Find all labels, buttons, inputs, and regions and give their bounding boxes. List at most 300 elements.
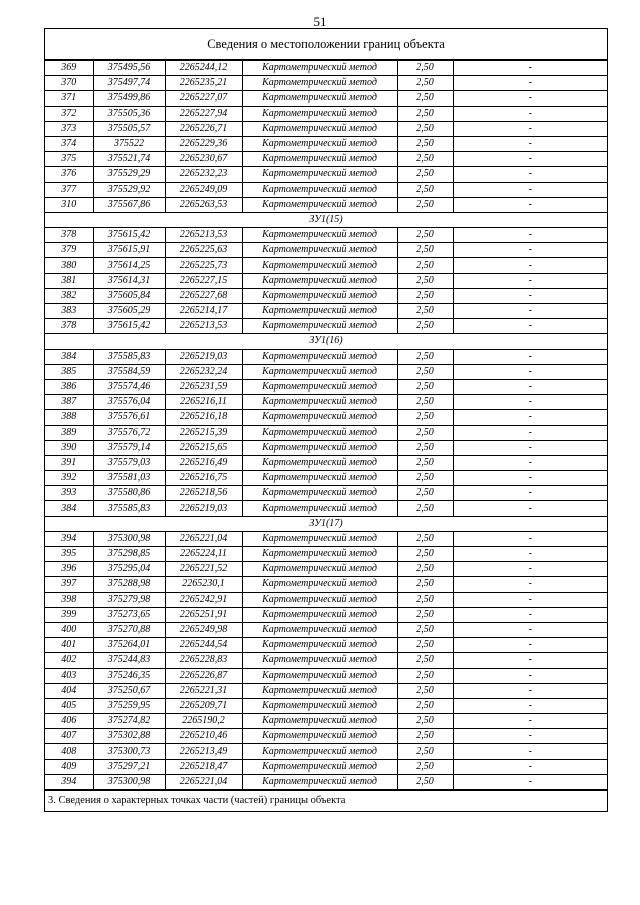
x-coordinate-cell: 375259,95 — [93, 698, 165, 713]
table-row — [45, 319, 607, 334]
method-cell: Картометрический метод — [242, 121, 397, 136]
table-row — [45, 61, 607, 76]
y-coordinate-cell: 2265218,56 — [165, 486, 242, 501]
precision-cell: 2,50 — [397, 395, 453, 410]
precision-cell: 2,50 — [397, 714, 453, 729]
description-cell: - — [453, 774, 607, 789]
section-label: ЗУ1(15) — [45, 212, 607, 227]
y-coordinate-cell: 2265249,98 — [165, 622, 242, 637]
point-number-cell: 382 — [45, 288, 93, 303]
point-number-cell: 409 — [45, 759, 93, 774]
description-cell: - — [453, 486, 607, 501]
point-number-cell: 388 — [45, 410, 93, 425]
precision-cell: 2,50 — [397, 136, 453, 151]
section-label: ЗУ1(16) — [45, 334, 607, 349]
method-cell: Картометрический метод — [242, 531, 397, 546]
table-row — [45, 121, 607, 136]
point-number-cell: 406 — [45, 714, 93, 729]
precision-cell: 2,50 — [397, 638, 453, 653]
point-number-cell: 401 — [45, 638, 93, 653]
method-cell: Картометрический метод — [242, 364, 397, 379]
table-row — [45, 698, 607, 713]
table-row — [45, 288, 607, 303]
y-coordinate-cell: 2265209,71 — [165, 698, 242, 713]
description-cell: - — [453, 471, 607, 486]
table-row — [45, 622, 607, 637]
point-number-cell: 394 — [45, 531, 93, 546]
x-coordinate-cell: 375298,85 — [93, 547, 165, 562]
description-cell: - — [453, 698, 607, 713]
description-cell: - — [453, 106, 607, 121]
table-row — [45, 774, 607, 789]
description-cell: - — [453, 349, 607, 364]
table-row — [45, 425, 607, 440]
description-cell: - — [453, 759, 607, 774]
point-number-cell: 403 — [45, 668, 93, 683]
table-row — [45, 379, 607, 394]
table-row — [45, 273, 607, 288]
point-number-cell: 387 — [45, 395, 93, 410]
y-coordinate-cell: 2265216,11 — [165, 395, 242, 410]
description-cell: - — [453, 288, 607, 303]
description-cell: - — [453, 531, 607, 546]
description-cell: - — [453, 455, 607, 470]
method-cell: Картометрический метод — [242, 319, 397, 334]
x-coordinate-cell: 375497,74 — [93, 76, 165, 91]
precision-cell: 2,50 — [397, 425, 453, 440]
method-cell: Картометрический метод — [242, 182, 397, 197]
precision-cell: 2,50 — [397, 592, 453, 607]
description-cell: - — [453, 136, 607, 151]
y-coordinate-cell: 2265232,23 — [165, 167, 242, 182]
x-coordinate-cell: 375270,88 — [93, 622, 165, 637]
x-coordinate-cell: 375574,46 — [93, 379, 165, 394]
precision-cell: 2,50 — [397, 410, 453, 425]
table-row — [45, 197, 607, 212]
x-coordinate-cell: 375495,56 — [93, 61, 165, 76]
y-coordinate-cell: 2265244,54 — [165, 638, 242, 653]
table-row — [45, 76, 607, 91]
y-coordinate-cell: 2265226,71 — [165, 121, 242, 136]
precision-cell: 2,50 — [397, 622, 453, 637]
point-number-cell: 369 — [45, 61, 93, 76]
precision-cell: 2,50 — [397, 744, 453, 759]
y-coordinate-cell: 2265221,31 — [165, 683, 242, 698]
description-cell: - — [453, 228, 607, 243]
point-number-cell: 380 — [45, 258, 93, 273]
description-cell: - — [453, 714, 607, 729]
y-coordinate-cell: 2265221,52 — [165, 562, 242, 577]
point-number-cell: 391 — [45, 455, 93, 470]
point-number-cell: 310 — [45, 197, 93, 212]
y-coordinate-cell: 2265221,04 — [165, 531, 242, 546]
x-coordinate-cell: 375581,03 — [93, 471, 165, 486]
description-cell: - — [453, 592, 607, 607]
x-coordinate-cell: 375614,31 — [93, 273, 165, 288]
table-row — [45, 501, 607, 516]
point-number-cell: 379 — [45, 243, 93, 258]
y-coordinate-cell: 2265216,75 — [165, 471, 242, 486]
point-number-cell: 378 — [45, 228, 93, 243]
y-coordinate-cell: 2265221,04 — [165, 774, 242, 789]
y-coordinate-cell: 2265251,91 — [165, 607, 242, 622]
y-coordinate-cell: 2265231,59 — [165, 379, 242, 394]
point-number-cell: 377 — [45, 182, 93, 197]
method-cell: Картометрический метод — [242, 379, 397, 394]
method-cell: Картометрический метод — [242, 638, 397, 653]
table-header-title: Сведения о местоположении границ объекта — [45, 29, 607, 60]
method-cell: Картометрический метод — [242, 288, 397, 303]
point-number-cell: 384 — [45, 501, 93, 516]
point-number-cell: 402 — [45, 653, 93, 668]
description-cell: - — [453, 440, 607, 455]
method-cell: Картометрический метод — [242, 774, 397, 789]
table-row — [45, 562, 607, 577]
precision-cell: 2,50 — [397, 486, 453, 501]
precision-cell: 2,50 — [397, 61, 453, 76]
x-coordinate-cell: 375579,03 — [93, 455, 165, 470]
x-coordinate-cell: 375279,98 — [93, 592, 165, 607]
y-coordinate-cell: 2265215,65 — [165, 440, 242, 455]
x-coordinate-cell: 375288,98 — [93, 577, 165, 592]
point-number-cell: 400 — [45, 622, 93, 637]
x-coordinate-cell: 375522 — [93, 136, 165, 151]
point-number-cell: 395 — [45, 547, 93, 562]
table-row — [45, 607, 607, 622]
x-coordinate-cell: 375579,14 — [93, 440, 165, 455]
precision-cell: 2,50 — [397, 668, 453, 683]
method-cell: Картометрический метод — [242, 425, 397, 440]
x-coordinate-cell: 375614,25 — [93, 258, 165, 273]
x-coordinate-cell: 375615,42 — [93, 228, 165, 243]
y-coordinate-cell: 2265232,24 — [165, 364, 242, 379]
table-row — [45, 440, 607, 455]
description-cell: - — [453, 547, 607, 562]
x-coordinate-cell: 375605,84 — [93, 288, 165, 303]
x-coordinate-cell: 375521,74 — [93, 152, 165, 167]
method-cell: Картометрический метод — [242, 622, 397, 637]
page-number: 51 — [313, 14, 327, 29]
method-cell: Картометрический метод — [242, 136, 397, 151]
precision-cell: 2,50 — [397, 729, 453, 744]
point-number-cell: 375 — [45, 152, 93, 167]
table-row — [45, 759, 607, 774]
method-cell: Картометрический метод — [242, 714, 397, 729]
method-cell: Картометрический метод — [242, 653, 397, 668]
method-cell: Картометрический метод — [242, 577, 397, 592]
x-coordinate-cell: 375585,83 — [93, 349, 165, 364]
table-row — [45, 592, 607, 607]
method-cell: Картометрический метод — [242, 61, 397, 76]
x-coordinate-cell: 375567,86 — [93, 197, 165, 212]
precision-cell: 2,50 — [397, 182, 453, 197]
method-cell: Картометрический метод — [242, 547, 397, 562]
x-coordinate-cell: 375250,67 — [93, 683, 165, 698]
point-number-cell: 374 — [45, 136, 93, 151]
y-coordinate-cell: 2265210,46 — [165, 729, 242, 744]
description-cell: - — [453, 243, 607, 258]
precision-cell: 2,50 — [397, 364, 453, 379]
precision-cell: 2,50 — [397, 76, 453, 91]
x-coordinate-cell: 375576,04 — [93, 395, 165, 410]
precision-cell: 2,50 — [397, 304, 453, 319]
method-cell: Картометрический метод — [242, 486, 397, 501]
x-coordinate-cell: 375302,88 — [93, 729, 165, 744]
description-cell: - — [453, 258, 607, 273]
y-coordinate-cell: 2265242,91 — [165, 592, 242, 607]
point-number-cell: 392 — [45, 471, 93, 486]
point-number-cell: 396 — [45, 562, 93, 577]
precision-cell: 2,50 — [397, 243, 453, 258]
y-coordinate-cell: 2265219,03 — [165, 349, 242, 364]
y-coordinate-cell: 2265226,87 — [165, 668, 242, 683]
y-coordinate-cell: 2265215,39 — [165, 425, 242, 440]
description-cell: - — [453, 273, 607, 288]
y-coordinate-cell: 2265190,2 — [165, 714, 242, 729]
method-cell: Картометрический метод — [242, 683, 397, 698]
description-cell: - — [453, 319, 607, 334]
point-number-cell: 389 — [45, 425, 93, 440]
y-coordinate-cell: 2265218,47 — [165, 759, 242, 774]
description-cell: - — [453, 638, 607, 653]
table-row — [45, 136, 607, 151]
description-cell: - — [453, 410, 607, 425]
method-cell: Картометрический метод — [242, 258, 397, 273]
description-cell: - — [453, 425, 607, 440]
table-row — [45, 471, 607, 486]
method-cell: Картометрический метод — [242, 167, 397, 182]
description-cell: - — [453, 121, 607, 136]
table-row — [45, 653, 607, 668]
method-cell: Картометрический метод — [242, 349, 397, 364]
method-cell: Картометрический метод — [242, 668, 397, 683]
y-coordinate-cell: 2265224,11 — [165, 547, 242, 562]
precision-cell: 2,50 — [397, 106, 453, 121]
point-number-cell: 371 — [45, 91, 93, 106]
point-number-cell: 404 — [45, 683, 93, 698]
coordinates-table — [45, 60, 607, 790]
point-number-cell: 383 — [45, 304, 93, 319]
table-row — [45, 182, 607, 197]
table-row — [45, 152, 607, 167]
y-coordinate-cell: 2265227,07 — [165, 91, 242, 106]
y-coordinate-cell: 2265225,73 — [165, 258, 242, 273]
precision-cell: 2,50 — [397, 577, 453, 592]
section-row — [45, 212, 607, 227]
method-cell: Картометрический метод — [242, 471, 397, 486]
point-number-cell: 373 — [45, 121, 93, 136]
y-coordinate-cell: 2265227,15 — [165, 273, 242, 288]
table-row — [45, 106, 607, 121]
x-coordinate-cell: 375615,42 — [93, 319, 165, 334]
description-cell: - — [453, 683, 607, 698]
precision-cell: 2,50 — [397, 774, 453, 789]
table-row — [45, 683, 607, 698]
description-cell: - — [453, 395, 607, 410]
table-row — [45, 395, 607, 410]
y-coordinate-cell: 2265219,03 — [165, 501, 242, 516]
table-row — [45, 638, 607, 653]
description-cell: - — [453, 622, 607, 637]
x-coordinate-cell: 375580,86 — [93, 486, 165, 501]
point-number-cell: 372 — [45, 106, 93, 121]
point-number-cell: 381 — [45, 273, 93, 288]
precision-cell: 2,50 — [397, 653, 453, 668]
table-row — [45, 410, 607, 425]
x-coordinate-cell: 375295,04 — [93, 562, 165, 577]
description-cell: - — [453, 379, 607, 394]
x-coordinate-cell: 375244,83 — [93, 653, 165, 668]
x-coordinate-cell: 375300,98 — [93, 774, 165, 789]
point-number-cell: 398 — [45, 592, 93, 607]
x-coordinate-cell: 375274,82 — [93, 714, 165, 729]
section-row — [45, 516, 607, 531]
table-row — [45, 668, 607, 683]
y-coordinate-cell: 2265249,09 — [165, 182, 242, 197]
method-cell: Картометрический метод — [242, 197, 397, 212]
y-coordinate-cell: 2265213,53 — [165, 319, 242, 334]
x-coordinate-cell: 375273,65 — [93, 607, 165, 622]
method-cell: Картометрический метод — [242, 410, 397, 425]
precision-cell: 2,50 — [397, 698, 453, 713]
precision-cell: 2,50 — [397, 319, 453, 334]
method-cell: Картометрический метод — [242, 273, 397, 288]
footer-section-title: 3. Сведения о характерных точках части (частей) границы объекта — [45, 790, 607, 811]
method-cell: Картометрический метод — [242, 592, 397, 607]
method-cell: Картометрический метод — [242, 698, 397, 713]
method-cell: Картометрический метод — [242, 501, 397, 516]
description-cell: - — [453, 653, 607, 668]
section-row — [45, 334, 607, 349]
method-cell: Картометрический метод — [242, 607, 397, 622]
precision-cell: 2,50 — [397, 349, 453, 364]
precision-cell: 2,50 — [397, 607, 453, 622]
description-cell: - — [453, 607, 607, 622]
table-row — [45, 349, 607, 364]
table-row — [45, 744, 607, 759]
point-number-cell: 384 — [45, 349, 93, 364]
precision-cell: 2,50 — [397, 455, 453, 470]
description-cell: - — [453, 668, 607, 683]
table-row — [45, 304, 607, 319]
description-cell: - — [453, 577, 607, 592]
y-coordinate-cell: 2265229,36 — [165, 136, 242, 151]
precision-cell: 2,50 — [397, 258, 453, 273]
precision-cell: 2,50 — [397, 531, 453, 546]
section-label: ЗУ1(17) — [45, 516, 607, 531]
y-coordinate-cell: 2265213,49 — [165, 744, 242, 759]
precision-cell: 2,50 — [397, 91, 453, 106]
point-number-cell: 407 — [45, 729, 93, 744]
x-coordinate-cell: 375576,61 — [93, 410, 165, 425]
table-row — [45, 364, 607, 379]
x-coordinate-cell: 375300,73 — [93, 744, 165, 759]
point-number-cell: 390 — [45, 440, 93, 455]
method-cell: Картометрический метод — [242, 228, 397, 243]
precision-cell: 2,50 — [397, 273, 453, 288]
method-cell: Картометрический метод — [242, 91, 397, 106]
method-cell: Картометрический метод — [242, 152, 397, 167]
description-cell: - — [453, 364, 607, 379]
precision-cell: 2,50 — [397, 501, 453, 516]
y-coordinate-cell: 2265216,18 — [165, 410, 242, 425]
description-cell: - — [453, 744, 607, 759]
precision-cell: 2,50 — [397, 228, 453, 243]
table-row — [45, 243, 607, 258]
description-cell: - — [453, 91, 607, 106]
table-row — [45, 531, 607, 546]
y-coordinate-cell: 2265244,12 — [165, 61, 242, 76]
table-row — [45, 455, 607, 470]
x-coordinate-cell: 375264,01 — [93, 638, 165, 653]
precision-cell: 2,50 — [397, 379, 453, 394]
method-cell: Картометрический метод — [242, 455, 397, 470]
x-coordinate-cell: 375605,29 — [93, 304, 165, 319]
description-cell: - — [453, 304, 607, 319]
precision-cell: 2,50 — [397, 759, 453, 774]
description-cell: - — [453, 61, 607, 76]
y-coordinate-cell: 2265227,68 — [165, 288, 242, 303]
x-coordinate-cell: 375505,57 — [93, 121, 165, 136]
table-row — [45, 547, 607, 562]
x-coordinate-cell: 375615,91 — [93, 243, 165, 258]
coordinates-table-frame — [44, 28, 608, 812]
x-coordinate-cell: 375529,29 — [93, 167, 165, 182]
method-cell: Картометрический метод — [242, 106, 397, 121]
y-coordinate-cell: 2265263,53 — [165, 197, 242, 212]
method-cell: Картометрический метод — [242, 562, 397, 577]
x-coordinate-cell: 375529,92 — [93, 182, 165, 197]
description-cell: - — [453, 152, 607, 167]
point-number-cell: 397 — [45, 577, 93, 592]
method-cell: Картометрический метод — [242, 243, 397, 258]
point-number-cell: 386 — [45, 379, 93, 394]
point-number-cell: 378 — [45, 319, 93, 334]
x-coordinate-cell: 375300,98 — [93, 531, 165, 546]
precision-cell: 2,50 — [397, 288, 453, 303]
precision-cell: 2,50 — [397, 562, 453, 577]
y-coordinate-cell: 2265235,21 — [165, 76, 242, 91]
description-cell: - — [453, 182, 607, 197]
y-coordinate-cell: 2265230,1 — [165, 577, 242, 592]
table-row — [45, 486, 607, 501]
precision-cell: 2,50 — [397, 683, 453, 698]
y-coordinate-cell: 2265225,63 — [165, 243, 242, 258]
x-coordinate-cell: 375505,36 — [93, 106, 165, 121]
y-coordinate-cell: 2265228,83 — [165, 653, 242, 668]
table-row — [45, 167, 607, 182]
table-row — [45, 258, 607, 273]
table-row — [45, 714, 607, 729]
method-cell: Картометрический метод — [242, 744, 397, 759]
x-coordinate-cell: 375584,59 — [93, 364, 165, 379]
description-cell: - — [453, 562, 607, 577]
method-cell: Картометрический метод — [242, 440, 397, 455]
x-coordinate-cell: 375297,21 — [93, 759, 165, 774]
y-coordinate-cell: 2265214,17 — [165, 304, 242, 319]
point-number-cell: 394 — [45, 774, 93, 789]
table-row — [45, 91, 607, 106]
precision-cell: 2,50 — [397, 121, 453, 136]
precision-cell: 2,50 — [397, 471, 453, 486]
description-cell: - — [453, 501, 607, 516]
point-number-cell: 405 — [45, 698, 93, 713]
precision-cell: 2,50 — [397, 547, 453, 562]
description-cell: - — [453, 76, 607, 91]
precision-cell: 2,50 — [397, 152, 453, 167]
y-coordinate-cell: 2265230,67 — [165, 152, 242, 167]
method-cell: Картометрический метод — [242, 729, 397, 744]
